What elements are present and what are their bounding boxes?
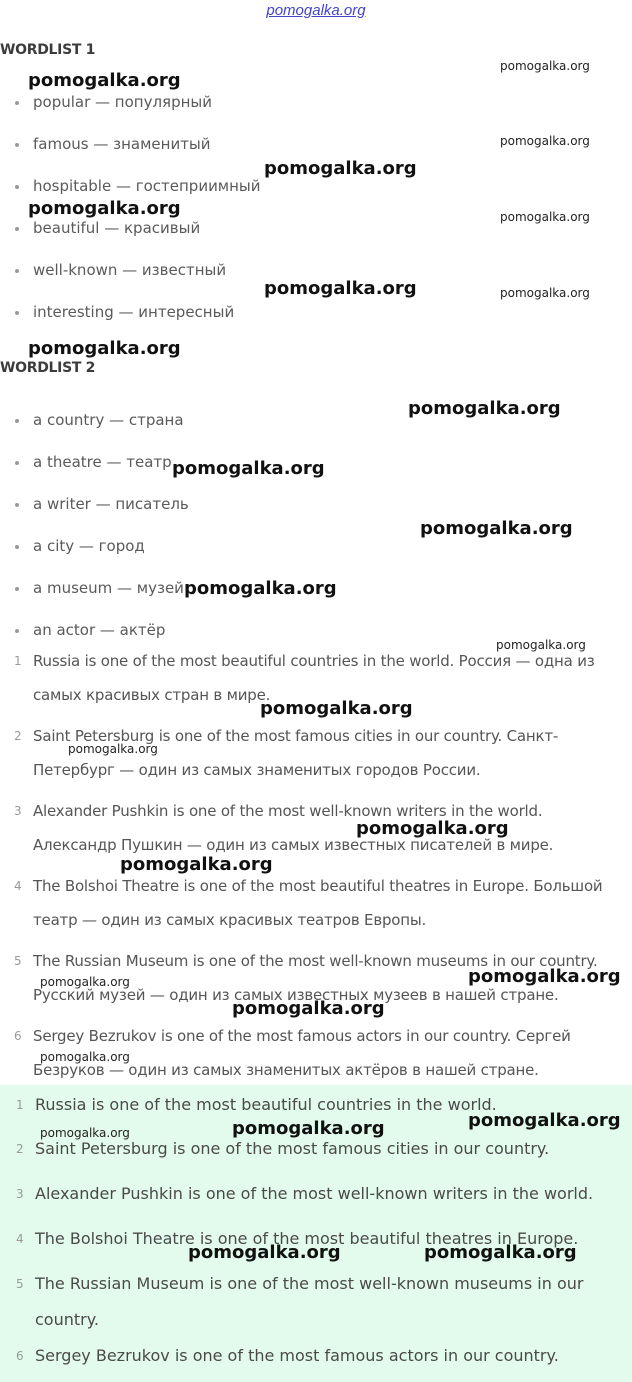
watermark: pomogalka.org <box>28 338 181 359</box>
list-item: hospitable — гостеприимный <box>0 176 632 218</box>
sentence-item: 6 Sergey Bezrukov is one of the most famous actors in our country. Сергей Безруков — один из самых знаменитых актёров в нашей стране. <box>14 1027 571 1079</box>
watermark: pomogalka.org <box>496 638 586 652</box>
sentence-item: 5 The Russian Museum is one of the most well-known museums in our country. Русский музей — один из самых известных музеев в нашей стране. <box>14 952 598 1004</box>
watermark: pomogalka.org <box>356 818 509 839</box>
watermark: pomogalka.org <box>232 1118 385 1139</box>
bullet-icon <box>15 461 19 465</box>
bullet-icon <box>15 587 19 591</box>
site-header-link[interactable]: pomogalka.org <box>266 2 366 19</box>
list-item: beautiful — красивый <box>0 218 632 260</box>
list-item: an actor — актёр <box>0 620 632 662</box>
answer-item: 3 Alexander Pushkin is one of the most well-known writers in the world. <box>16 1184 594 1203</box>
bullet-icon <box>15 419 19 423</box>
watermark: pomogalka.org <box>28 70 181 91</box>
bullet-icon <box>15 545 19 549</box>
answer-item: 4 The Bolshoi Theatre is one of the most beautiful theatres in Europe. <box>16 1229 579 1248</box>
watermark: pomogalka.org <box>188 1242 341 1263</box>
sentence-item: 4 The Bolshoi Theatre is one of the most beautiful theatres in Europe. Большой театр — один из самых красивых театров Европы. <box>14 877 603 929</box>
watermark: pomogalka.org <box>40 1050 130 1064</box>
list-item: a country — страна <box>0 410 632 452</box>
list-item: a city — город <box>0 536 632 578</box>
sentence-item: 3 Alexander Pushkin is one of the most well-known writers in the world. Александр Пушкин — один из самых известных писателей в мире. <box>14 802 554 854</box>
bullet-icon <box>15 185 19 189</box>
watermark: pomogalka.org <box>264 158 417 179</box>
bullet-icon <box>15 269 19 273</box>
sentence-item: 1 Russia is one of the most beautiful countries in the world. Россия — одна из самых красивых стран в мире. <box>14 652 595 704</box>
watermark: pomogalka.org <box>120 854 273 875</box>
wordlist-1-title: WORDLIST 1 <box>0 42 96 58</box>
watermark: pomogalka.org <box>500 286 590 300</box>
watermark: pomogalka.org <box>40 975 130 989</box>
watermark: pomogalka.org <box>40 1126 130 1140</box>
watermark: pomogalka.org <box>408 398 561 419</box>
watermark: pomogalka.org <box>424 1242 577 1263</box>
list-item: a theatre — театр <box>0 452 632 494</box>
watermark: pomogalka.org <box>264 278 417 299</box>
watermark: pomogalka.org <box>420 518 573 539</box>
watermark: pomogalka.org <box>184 578 337 599</box>
list-item: popular — популярный <box>0 92 632 134</box>
wordlist-2-title: WORDLIST 2 <box>0 360 96 376</box>
watermark: pomogalka.org <box>500 134 590 148</box>
watermark: pomogalka.org <box>500 59 590 73</box>
answer-item: 6 Sergey Bezrukov is one of the most famous actors in our country. <box>16 1346 559 1365</box>
watermark: pomogalka.org <box>260 698 413 719</box>
watermark: pomogalka.org <box>68 742 158 756</box>
watermark: pomogalka.org <box>232 998 385 1019</box>
list-item: a writer — писатель <box>0 494 632 536</box>
bullet-icon <box>15 503 19 507</box>
list-item: a museum — музей <box>0 578 632 620</box>
list-item: interesting — интересный <box>0 302 632 344</box>
bullet-icon <box>15 227 19 231</box>
bullet-icon <box>15 629 19 633</box>
watermark: pomogalka.org <box>28 198 181 219</box>
watermark: pomogalka.org <box>500 210 590 224</box>
answer-item: 2 Saint Petersburg is one of the most famous cities in our country. <box>16 1139 550 1158</box>
bullet-icon <box>15 311 19 315</box>
list-item: well-known — известный <box>0 260 632 302</box>
answer-item: 5 The Russian Museum is one of the most well-known museums in our country. <box>16 1274 584 1329</box>
sentence-item: 2 Saint Petersburg is one of the most famous cities in our country. Санкт- Петербург — один из самых знаменитых городов России. <box>14 727 559 779</box>
answer-item: 1 Russia is one of the most beautiful countries in the world. <box>16 1095 497 1114</box>
list-item: famous — знаменитый <box>0 134 632 176</box>
watermark: pomogalka.org <box>172 458 325 479</box>
bullet-icon <box>15 101 19 105</box>
bullet-icon <box>15 143 19 147</box>
watermark: pomogalka.org <box>468 1110 621 1131</box>
watermark: pomogalka.org <box>468 966 621 987</box>
